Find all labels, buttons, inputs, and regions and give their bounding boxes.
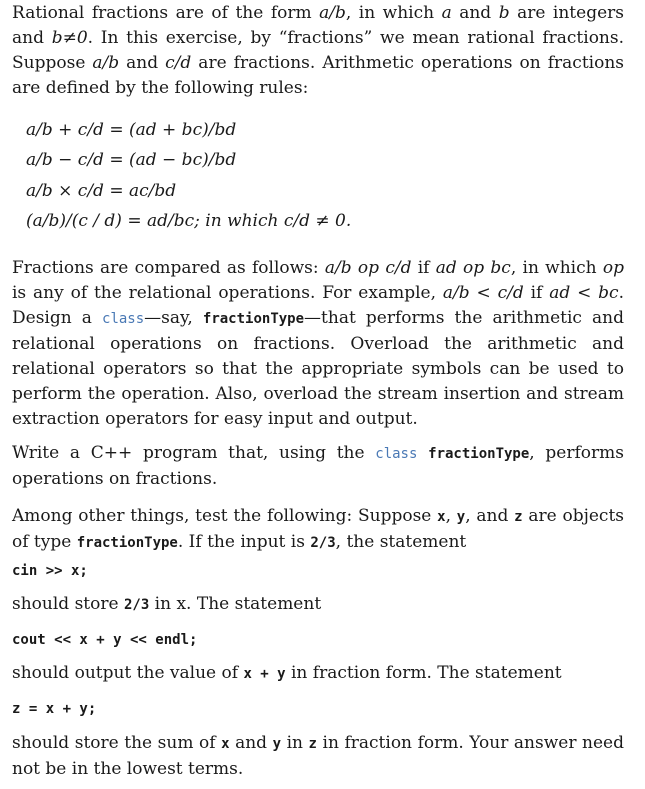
output-paragraph: should output the value of x + y in fraction form. The statement <box>12 663 562 683</box>
formula-subtraction: a/b − c/d = (ad − bc)/bd <box>26 150 237 170</box>
store-paragraph: should store 2/3 in x. The statement <box>12 594 322 614</box>
comparison-paragraph: Fractions are compared as follows: a/b op c/d if ad op bc, in which op is any of the relational operations. For example, a/b < c/d if ad < bc. Design a class—say, fractionType—that performs the arithmetic and relational operations on fractions. Overload the arithmetic and relational operators so that the appropriate symbols can be used to perform the operation. Also, overload the stream insertion and stream extraction operators for easy input and output. <box>12 258 625 429</box>
write-program-paragraph: Write a C++ program that, using the class fractionType, performs operations on fractions. <box>12 443 624 489</box>
code-assignment-statement: z = x + y; <box>12 701 97 717</box>
formula-addition: a/b + c/d = (ad + bc)/bd <box>26 120 237 140</box>
formula-division: (a/b)/(c / d) = ad/bc; in which c/d ≠ 0. <box>26 211 352 231</box>
class-keyword: class <box>102 311 145 327</box>
test-paragraph: Among other things, test the following: Suppose x, y, and z are objects of type fractionType. If the input is 2/3, the statement <box>12 506 624 552</box>
intro-paragraph: Rational fractions are of the form a/b, in which a and b are integers and b≠0. In this exercise, by “fractions” we mean rational fractions. Suppose a/b and c/d are fractions. Arithmetic operations on fractions are defined by the following rules: <box>12 3 625 98</box>
class-keyword: class <box>375 446 418 462</box>
sum-paragraph: should store the sum of x and y in z in fraction form. Your answer need not be in the lowest terms. <box>12 733 624 779</box>
code-cout-statement: cout << x + y << endl; <box>12 632 198 648</box>
formula-multiplication: a/b × c/d = ac/bd <box>26 181 177 201</box>
code-cin-statement: cin >> x; <box>12 563 88 579</box>
